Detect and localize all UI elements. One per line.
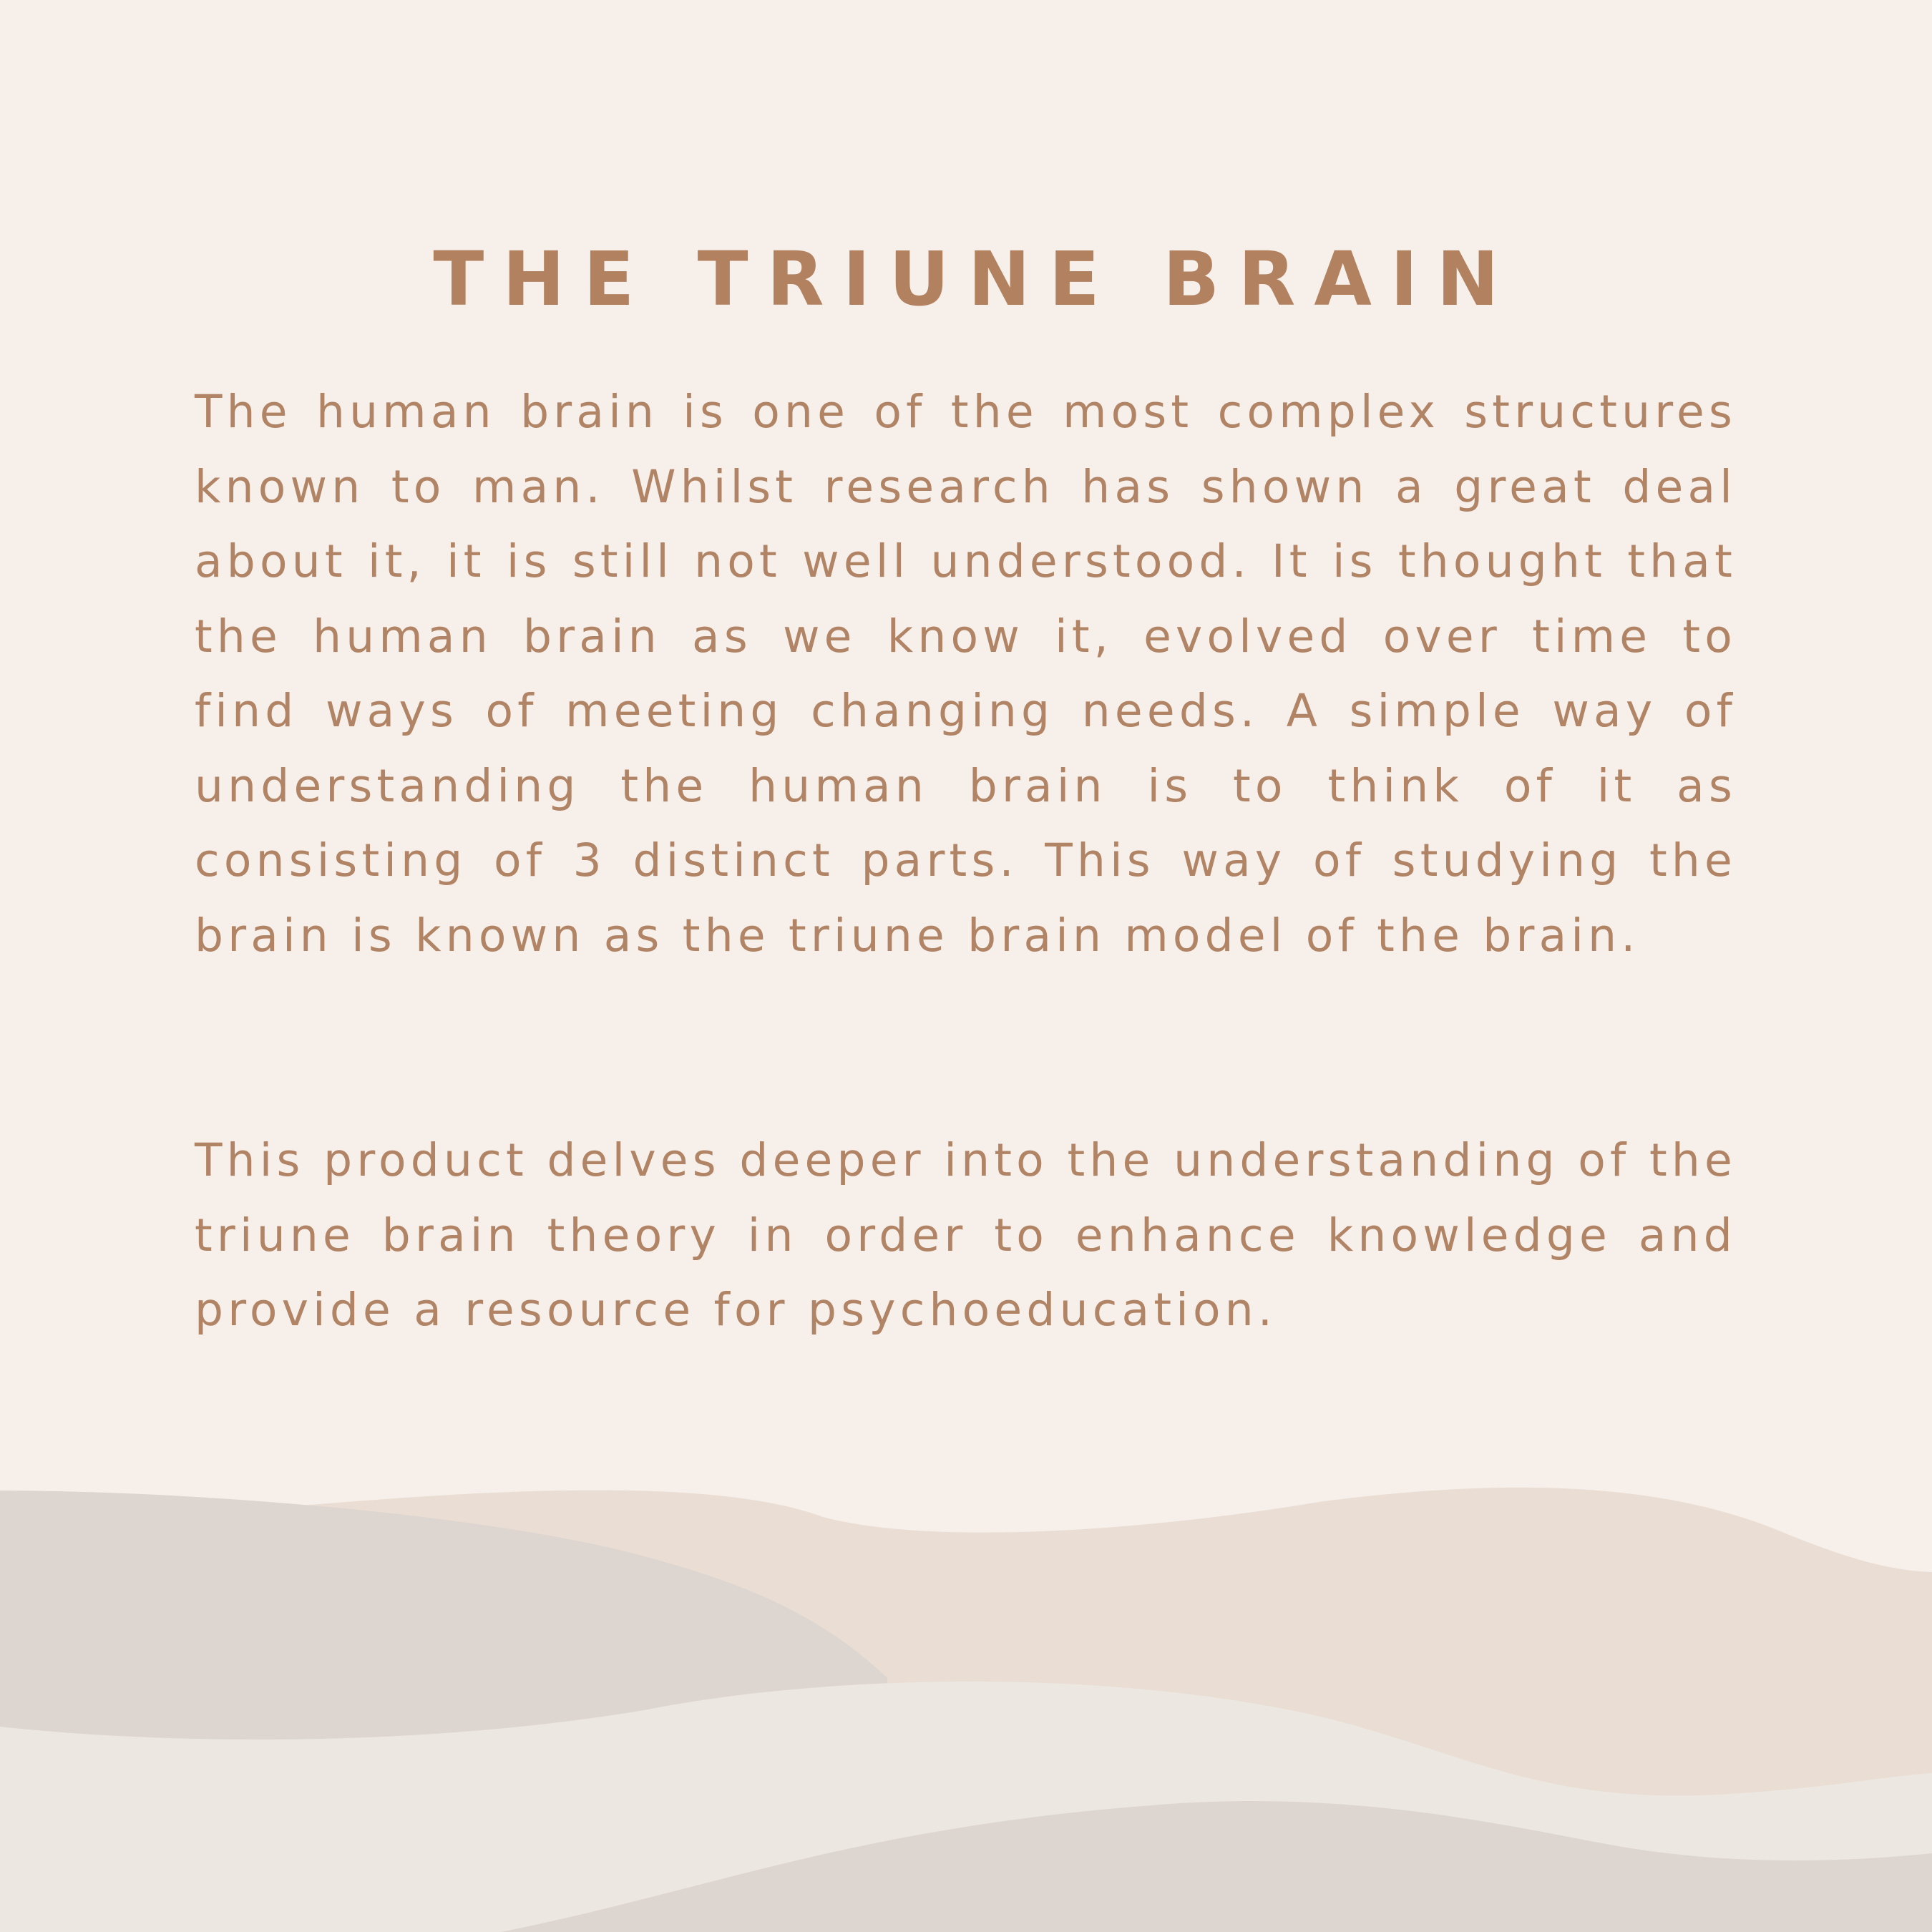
product-paragraph: This product delves deeper into the understanding of the triune brain theory in order to enhance knowledge and provide a resource for psychoeducation. [195, 1134, 1737, 1336]
intro-paragraph: The human brain is one of the most complex structures known to man. Whilst research has shown a great deal about it, it is still not well understood. It is thought that the human brain as we know it, evolved over time to find ways of meeting changing needs. A simple way of understanding the human brain is to think of it as consisting of 3 distinct parts. This way of studying the brain is known as the triune brain model of the brain. [195, 386, 1737, 962]
page-title: THE TRIUNE BRAIN [433, 235, 1518, 323]
